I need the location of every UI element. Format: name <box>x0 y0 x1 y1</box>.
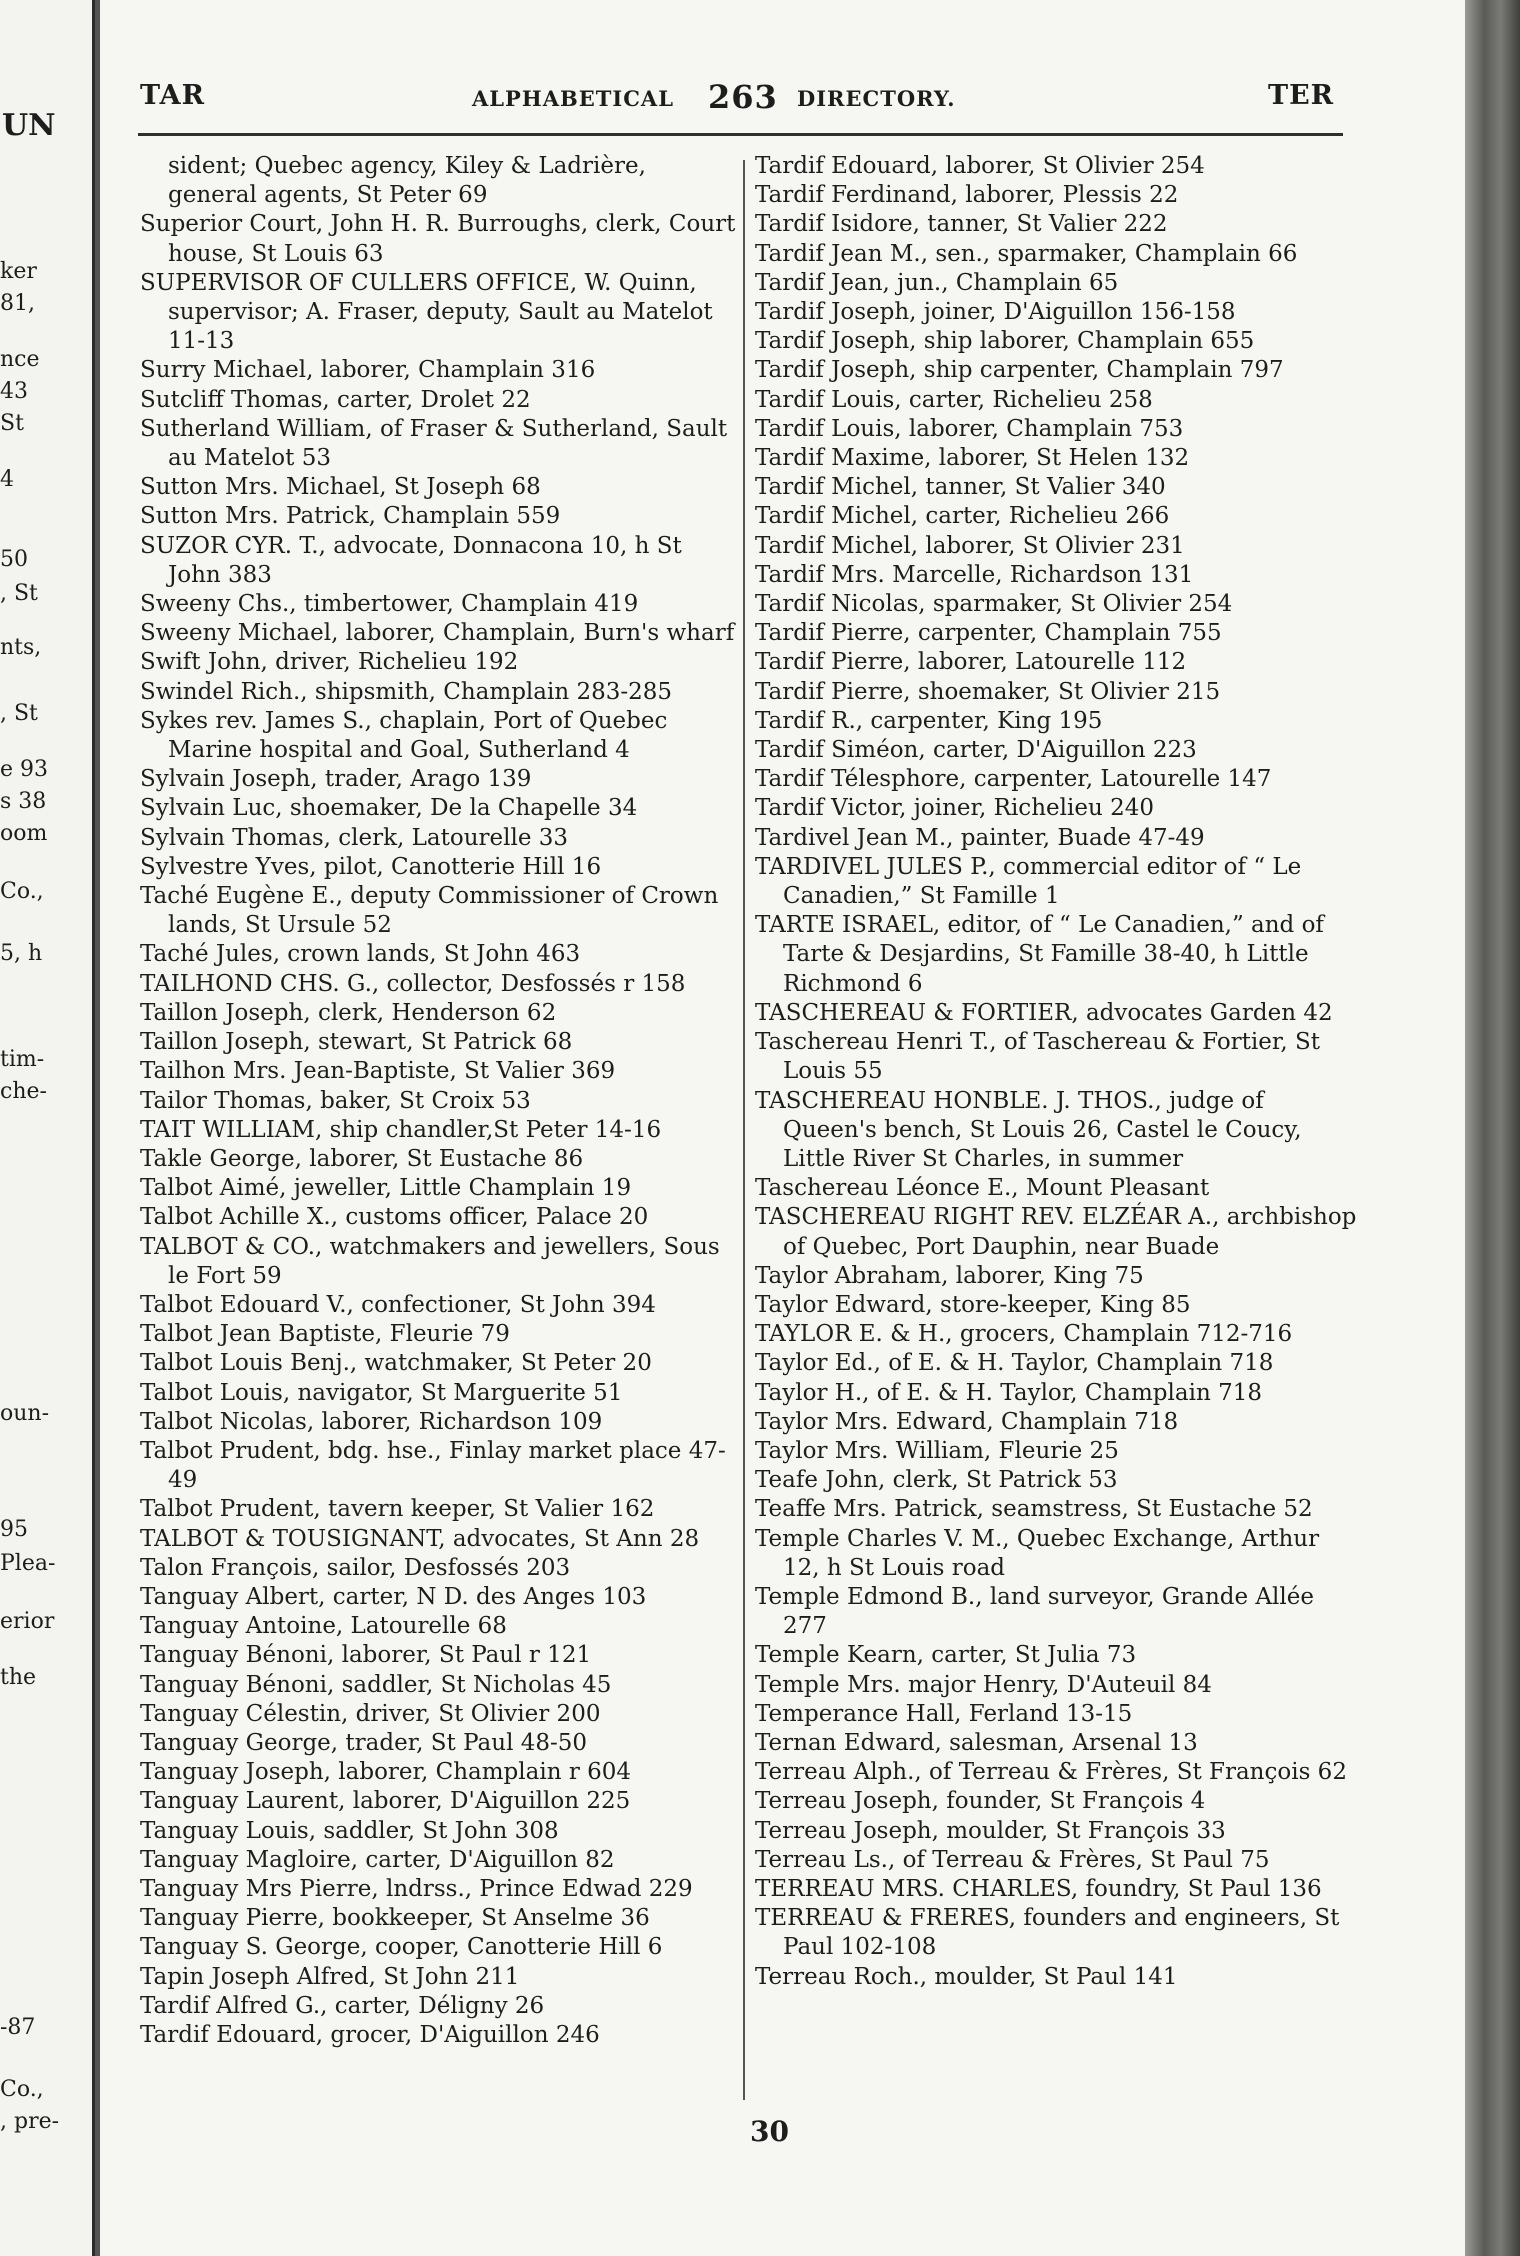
directory-entry: Tardif Maxime, laborer, St Helen 132 <box>755 445 1190 472</box>
directory-entry: Tardif Joseph, ship laborer, Champlain 655 <box>755 328 1255 355</box>
margin-fragment: St <box>0 411 24 436</box>
directory-entry: TAYLOR E. & H., grocers, Champlain 712-716 <box>755 1321 1293 1348</box>
directory-entry: Tanguay Magloire, carter, D'Aiguillon 82 <box>140 1846 615 1873</box>
directory-entry: Tardif Louis, laborer, Champlain 753 <box>755 415 1184 442</box>
directory-entry: TAILHOND CHS. G., collector, Desfossés r 158 <box>140 970 686 997</box>
margin-fragment: che- <box>0 1079 47 1104</box>
directory-entry: TASCHEREAU RIGHT REV. ELZÉAR A., archbishop of Quebec, Port Dauphin, near Buade <box>755 1204 1357 1260</box>
directory-entry: Tardif Nicolas, sparmaker, St Olivier 254 <box>755 591 1233 618</box>
directory-entry: Tanguay Joseph, laborer, Champlain r 604 <box>140 1759 632 1786</box>
margin-fragment: oom <box>0 821 48 846</box>
margin-fragment: erior <box>0 1609 55 1634</box>
directory-entry: Tanguay Bénoni, laborer, St Paul r 121 <box>140 1642 592 1669</box>
margin-fragment: ker <box>0 259 37 284</box>
directory-entry: Taylor Mrs. William, Fleurie 25 <box>755 1437 1119 1464</box>
directory-entry: Sweeny Michael, laborer, Champlain, Burn's wharf <box>140 620 735 647</box>
margin-fragment: 4 <box>0 467 14 492</box>
directory-entry: TALBOT & CO., watchmakers and jewellers, Sous le Fort 59 <box>140 1233 720 1289</box>
margin-fragment: Co., <box>0 879 44 904</box>
directory-entry: Temple Charles V. M., Quebec Exchange, Arthur 12, h St Louis road <box>755 1525 1320 1581</box>
directory-entry: Surry Michael, laborer, Champlain 316 <box>140 357 596 384</box>
directory-entry: Tardif Edouard, laborer, St Olivier 254 <box>755 153 1205 179</box>
directory-entry: Sutcliff Thomas, carter, Drolet 22 <box>140 386 531 413</box>
directory-entry: Swindel Rich., shipsmith, Champlain 283-285 <box>140 678 673 705</box>
directory-entry: Tanguay Célestin, driver, St Olivier 200 <box>140 1700 601 1727</box>
directory-entry: Taylor Ed., of E. & H. Taylor, Champlain 718 <box>755 1350 1274 1377</box>
margin-fragment: -87 <box>0 2015 36 2040</box>
directory-entry: Tanguay Louis, saddler, St John 308 <box>140 1817 559 1844</box>
margin-fragment: , St <box>0 581 38 606</box>
directory-entry: Tardif Siméon, carter, D'Aiguillon 223 <box>755 737 1197 764</box>
directory-entry: Sylvain Luc, shoemaker, De la Chapelle 34 <box>140 795 638 822</box>
directory-entry: Tanguay S. George, cooper, Canotterie Hill 6 <box>140 1934 663 1961</box>
margin-fragment: 5, h <box>0 941 43 966</box>
margin-fragment: Plea- <box>0 1551 56 1576</box>
directory-entry: Taillon Joseph, stewart, St Patrick 68 <box>140 1029 573 1056</box>
directory-entry: Sutherland William, of Fraser & Sutherland, Sault au Matelot 53 <box>140 415 728 472</box>
directory-entry: Talbot Prudent, tavern keeper, St Valier 162 <box>140 1496 655 1523</box>
directory-entry: Tanguay Albert, carter, N D. des Anges 103 <box>140 1583 647 1610</box>
margin-fragment: 43 <box>0 379 28 404</box>
directory-entry: TASCHEREAU & FORTIER, advocates Garden 42 <box>755 999 1333 1026</box>
directory-entry: Talbot Achille X., customs officer, Palace 20 <box>140 1204 649 1231</box>
margin-fragment: nce <box>0 347 40 372</box>
header-right-guide: TER <box>1268 80 1335 111</box>
directory-entry: Teafe John, clerk, St Patrick 53 <box>755 1467 1118 1494</box>
directory-entry: Tardif Ferdinand, laborer, Plessis 22 <box>755 182 1179 209</box>
directory-entry: Tanguay Laurent, laborer, D'Aiguillon 225 <box>140 1788 631 1815</box>
margin-fragment: 81, <box>0 291 35 316</box>
margin-fragment: tim- <box>0 1047 45 1072</box>
directory-entry: Talbot Jean Baptiste, Fleurie 79 <box>140 1321 510 1348</box>
directory-entry: Teaffe Mrs. Patrick, seamstress, St Eustache 52 <box>755 1496 1313 1523</box>
directory-entry: Temple Mrs. major Henry, D'Auteuil 84 <box>755 1671 1212 1698</box>
directory-entry: Terreau Joseph, founder, St François 4 <box>755 1788 1206 1815</box>
page-number: 263 <box>708 78 778 116</box>
directory-entry: TERREAU & FRERES, founders and engineers, St Paul 102-108 <box>755 1905 1340 1961</box>
directory-entry: Tapin Joseph Alfred, St John 211 <box>140 1963 520 1990</box>
directory-entry: Tardif Jean, jun., Champlain 65 <box>755 269 1119 296</box>
directory-entry: Sylvain Joseph, trader, Arago 139 <box>140 766 532 793</box>
directory-entry: Takle George, laborer, St Eustache 86 <box>140 1145 584 1172</box>
margin-fragment: the <box>0 1665 37 1690</box>
directory-entry: Taschereau Léonce E., Mount Pleasant <box>755 1175 1210 1202</box>
directory-entry: Tardif Joseph, joiner, D'Aiguillon 156-158 <box>755 299 1236 326</box>
directory-entry: Tardif Alfred G., carter, Déligny 26 <box>140 1992 545 2019</box>
directory-entry: Sylvain Thomas, clerk, Latourelle 33 <box>140 824 569 851</box>
directory-entry: Temperance Hall, Ferland 13-15 <box>755 1700 1133 1727</box>
directory-entry: Talbot Nicolas, laborer, Richardson 109 <box>140 1408 603 1435</box>
directory-entry: Terreau Roch., moulder, St Paul 141 <box>755 1963 1178 1990</box>
directory-entry: TERREAU MRS. CHARLES, foundry, St Paul 136 <box>755 1875 1322 1902</box>
directory-entry: Tardif Edouard, grocer, D'Aiguillon 246 <box>140 2022 600 2048</box>
directory-entry: Tardif Michel, laborer, St Olivier 231 <box>755 532 1185 559</box>
header-left-guide: TAR <box>140 80 206 111</box>
directory-entry: Talon François, sailor, Desfossés 203 <box>140 1554 571 1581</box>
directory-entry: Tardif Pierre, laborer, Latourelle 112 <box>755 649 1187 676</box>
directory-entry: TALBOT & TOUSIGNANT, advocates, St Ann 28 <box>140 1525 700 1552</box>
directory-entry: Sutton Mrs. Michael, St Joseph 68 <box>140 474 541 501</box>
directory-entry: Talbot Edouard V., confectioner, St John 394 <box>140 1291 656 1318</box>
directory-entry: TASCHEREAU HONBLE. J. THOS., judge of Queen's bench, St Louis 26, Castel le Coucy, Little River St Charles, in summer <box>755 1087 1302 1172</box>
directory-entry: TARTE ISRAEL, editor, of “ Le Canadien,” and of Tarte & Desjardins, St Famille 38-40, h Little Richmond 6 <box>755 912 1324 997</box>
directory-entry: Tardivel Jean M., painter, Buade 47-49 <box>755 824 1205 851</box>
directory-entry: Taché Eugène E., deputy Commissioner of Crown lands, St Ursule 52 <box>140 883 719 939</box>
directory-entry: Tanguay George, trader, St Paul 48-50 <box>140 1729 588 1756</box>
directory-entry: Tanguay Pierre, bookkeeper, St Anselme 36 <box>140 1905 650 1932</box>
directory-entry: Terreau Ls., of Terreau & Frères, St Paul 75 <box>755 1846 1270 1873</box>
column-divider <box>743 160 745 2100</box>
margin-fragment: oun- <box>0 1401 50 1426</box>
directory-entry: SUZOR CYR. T., advocate, Donnacona 10, h St John 383 <box>140 532 682 588</box>
directory-entry: Tanguay Bénoni, saddler, St Nicholas 45 <box>140 1671 612 1698</box>
directory-entry: Sylvestre Yves, pilot, Canotterie Hill 16 <box>140 853 602 880</box>
directory-entry: Taylor Edward, store-keeper, King 85 <box>755 1291 1191 1318</box>
margin-fragment: Co., <box>0 2077 44 2102</box>
directory-entry: Sweeny Chs., timbertower, Champlain 419 <box>140 591 639 618</box>
directory-entry: Tardif R., carpenter, King 195 <box>755 707 1103 734</box>
directory-entry: Tardif Mrs. Marcelle, Richardson 131 <box>755 561 1194 588</box>
margin-fragment: , pre- <box>0 2109 60 2134</box>
directory-entry: TAIT WILLIAM, ship chandler,St Peter 14-16 <box>140 1116 662 1143</box>
margin-fragment: , St <box>0 701 38 726</box>
margin-fragment: 50 <box>0 547 28 572</box>
directory-entry: Tardif Michel, carter, Richelieu 266 <box>755 503 1170 530</box>
directory-entry: Taschereau Henri T., of Taschereau & Fortier, St Louis 55 <box>755 1029 1320 1085</box>
signature-mark: 30 <box>750 2115 789 2148</box>
directory-entry: Tardif Michel, tanner, St Valier 340 <box>755 474 1166 501</box>
directory-entry: Tailhon Mrs. Jean-Baptiste, St Valier 369 <box>140 1058 616 1085</box>
directory-entry: Taillon Joseph, clerk, Henderson 62 <box>140 999 557 1026</box>
directory-entry: Terreau Alph., of Terreau & Frères, St François 62 <box>755 1759 1347 1786</box>
directory-entry: Tanguay Mrs Pierre, lndrss., Prince Edwad 229 <box>140 1875 693 1902</box>
directory-entry: Taylor H., of E. & H. Taylor, Champlain 718 <box>755 1379 1262 1406</box>
directory-entry: Temple Kearn, carter, St Julia 73 <box>755 1642 1137 1669</box>
margin-fragment: e 93 <box>0 757 49 782</box>
directory-entry: Tardif Télesphore, carpenter, Latourelle 147 <box>755 766 1272 793</box>
directory-entry: Talbot Prudent, bdg. hse., Finlay market place 47-49 <box>140 1437 726 1494</box>
directory-entry: Taylor Mrs. Edward, Champlain 718 <box>755 1408 1179 1435</box>
header-rule <box>138 133 1343 136</box>
directory-column-left <box>140 152 740 2050</box>
directory-entry: Talbot Louis Benj., watchmaker, St Peter 20 <box>140 1350 652 1377</box>
margin-fragment: s 38 <box>0 789 47 814</box>
directory-entry: Taylor Abraham, laborer, King 75 <box>755 1262 1144 1289</box>
margin-fragment: UN <box>2 108 56 143</box>
directory-entry: TARDIVEL JULES P., commercial editor of “ Le Canadien,” St Famille 1 <box>755 853 1302 910</box>
header-title-right: DIRECTORY. <box>797 86 956 111</box>
directory-entry: Ternan Edward, salesman, Arsenal 13 <box>755 1729 1198 1756</box>
directory-entry: Taché Jules, crown lands, St John 463 <box>140 941 581 968</box>
directory-entry: Superior Court, John H. R. Burroughs, clerk, Court house, St Louis 63 <box>140 211 736 267</box>
header-title-left: ALPHABETICAL <box>472 86 674 111</box>
directory-column-right <box>755 152 1360 1992</box>
directory-entry: Tardif Pierre, shoemaker, St Olivier 215 <box>755 678 1221 705</box>
directory-entry: Temple Edmond B., land surveyor, Grande Allée 277 <box>755 1583 1314 1640</box>
directory-entry: Tardif Jean M., sen., sparmaker, Champlain 66 <box>755 240 1298 267</box>
directory-entry: Talbot Louis, navigator, St Marguerite 51 <box>140 1379 623 1406</box>
directory-entry: Tardif Isidore, tanner, St Valier 222 <box>755 211 1168 238</box>
directory-entry: Tailor Thomas, baker, St Croix 53 <box>140 1087 531 1114</box>
directory-entry: Tardif Victor, joiner, Richelieu 240 <box>755 795 1154 822</box>
directory-entry: Swift John, driver, Richelieu 192 <box>140 649 519 676</box>
directory-entry: SUPERVISOR OF CULLERS OFFICE, W. Quinn, supervisor; A. Fraser, deputy, Sault au Matelot 11-13 <box>140 269 713 355</box>
directory-entry: Tanguay Antoine, Latourelle 68 <box>140 1613 507 1640</box>
directory-entry: Talbot Aimé, jeweller, Little Champlain 19 <box>140 1175 632 1202</box>
page-edge-shadow <box>1465 0 1520 2256</box>
directory-entry: Tardif Louis, carter, Richelieu 258 <box>755 386 1153 413</box>
directory-entry: Sykes rev. James S., chaplain, Port of Quebec Marine hospital and Goal, Sutherland 4 <box>140 707 668 764</box>
directory-entry: Tardif Joseph, ship carpenter, Champlain 797 <box>755 357 1284 384</box>
margin-fragment: 95 <box>0 1517 28 1542</box>
margin-fragment: nts, <box>0 635 42 660</box>
directory-entry: Sutton Mrs. Patrick, Champlain 559 <box>140 503 561 530</box>
directory-entry: Terreau Joseph, moulder, St François 33 <box>755 1817 1226 1844</box>
previous-page-edge <box>0 0 95 2256</box>
directory-entry: sident; Quebec agency, Kiley & Ladrière, general agents, St Peter 69 <box>168 153 646 209</box>
directory-entry: Tardif Pierre, carpenter, Champlain 755 <box>755 620 1222 647</box>
